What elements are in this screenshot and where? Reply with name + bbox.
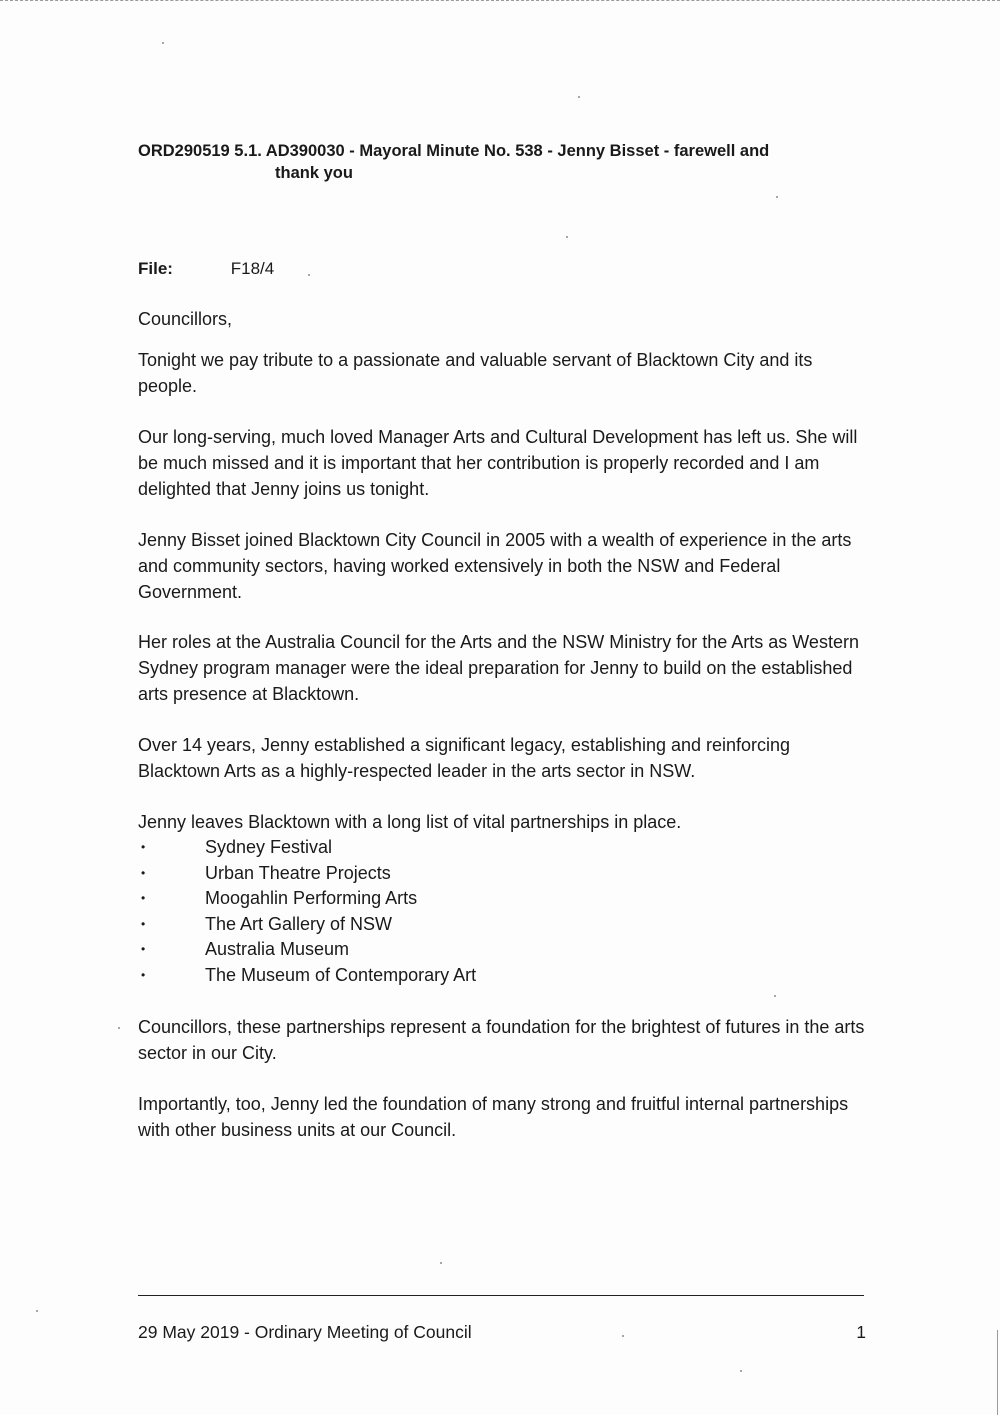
list-item <box>138 835 476 861</box>
page-title <box>138 140 838 184</box>
file-reference <box>138 258 274 280</box>
partnership-name: Moogahlin Performing Arts <box>205 888 418 909</box>
paragraph-farewell: Our long-serving, much loved Manager Arts and Cultural Development has left us. She will be much missed and it is important that her contribution is properly recorded and I am delighted that Jenny joins us tonight. <box>138 427 858 499</box>
bullet-icon: • <box>141 840 146 854</box>
list-item <box>138 963 476 989</box>
partnership-name: The Art Gallery of NSW <box>205 913 393 934</box>
partnership-name: Australia Museum <box>205 939 350 960</box>
bullet-icon: • <box>141 916 146 931</box>
scan-speck <box>566 236 568 238</box>
paragraph-internal-partnerships: Importantly, too, Jenny led the foundation of many strong and fruitful internal partnerships with other business units at our Council. <box>138 1094 849 1140</box>
bullet-icon: • <box>141 865 146 880</box>
salutation: Councillors, <box>138 309 233 329</box>
partnership-name: Sydney Festival <box>205 837 333 857</box>
scan-speck <box>776 196 778 198</box>
list-item <box>138 861 476 887</box>
scan-speck <box>162 42 164 44</box>
paragraph-prior-roles: Her roles at the Australia Council for the Arts and the NSW Ministry for the Arts as Western Sydney program manager were the ideal preparation for Jenny to build on the established arts presence at Blacktown. <box>138 632 859 704</box>
paragraph-legacy: Over 14 years, Jenny established a significant legacy, establishing and reinforcing Blacktown Arts as a highly-respected leader in the arts sector in NSW. <box>138 735 791 781</box>
partnerships-list <box>138 835 476 989</box>
page-number: 1 <box>856 1322 866 1342</box>
paragraph-foundation: Councillors, these partnerships represent a foundation for the brightest of futures in the arts sector in our City. <box>138 1017 865 1063</box>
paragraph-joined-council: Jenny Bisset joined Blacktown City Council in 2005 with a wealth of experience in the arts and community sectors, having worked extensively in both the NSW and Federal Government. <box>138 530 852 602</box>
scan-speck <box>578 96 580 98</box>
scan-edge-right <box>997 1330 998 1415</box>
scan-speck <box>740 1370 742 1372</box>
scan-speck <box>774 995 776 997</box>
scan-speck <box>622 1335 624 1337</box>
scan-speck <box>118 1027 120 1029</box>
list-item <box>138 937 476 963</box>
top-scan-edge <box>0 0 1000 3</box>
list-item <box>138 886 476 912</box>
scan-speck <box>308 274 310 276</box>
page-title-line-1: ORD290519 5.1. AD390030 - Mayoral Minute No. 538 - Jenny Bisset - farewell and <box>138 142 770 160</box>
file-label: File: <box>138 259 173 278</box>
partnership-name: Urban Theatre Projects <box>205 862 391 883</box>
footer-divider <box>138 1295 864 1296</box>
bullet-icon: • <box>141 967 146 982</box>
bullet-icon: • <box>141 942 146 957</box>
paragraph-tribute: Tonight we pay tribute to a passionate and valuable servant of Blacktown City and its people. <box>138 350 813 396</box>
paragraph-partnerships-intro: Jenny leaves Blacktown with a long list of vital partnerships in place. <box>138 812 682 832</box>
footer-meeting: 29 May 2019 - Ordinary Meeting of Council <box>138 1322 472 1342</box>
file-value: F18/4 <box>230 259 275 278</box>
list-item <box>138 912 476 938</box>
bullet-icon: • <box>141 891 146 906</box>
scan-speck <box>36 1310 38 1312</box>
scan-speck <box>440 1262 442 1264</box>
page-title-line-2: thank you <box>275 164 353 182</box>
partnership-name: The Museum of Contemporary Art <box>205 964 477 985</box>
